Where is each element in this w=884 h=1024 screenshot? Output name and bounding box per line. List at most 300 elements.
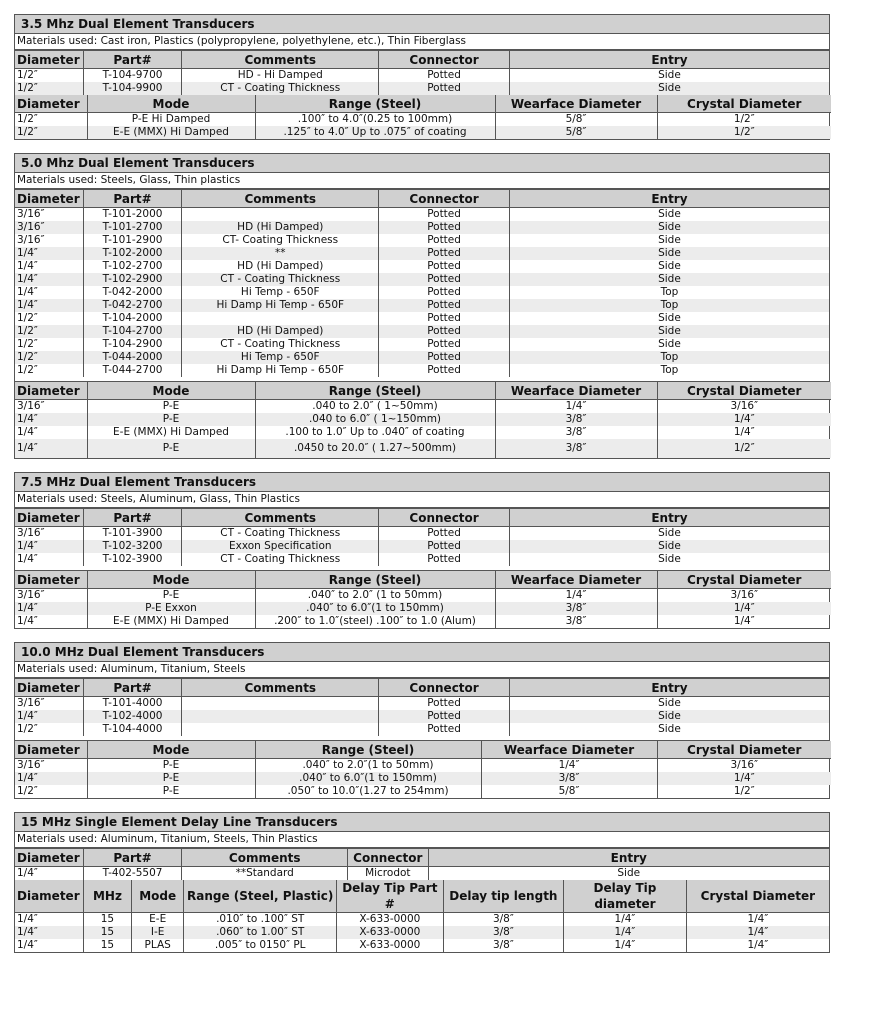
table-cell: ** bbox=[182, 247, 379, 260]
table-cell: Potted bbox=[379, 710, 510, 723]
table-cell: Side bbox=[509, 710, 829, 723]
table-row bbox=[15, 126, 831, 139]
column-header: Diameter bbox=[15, 571, 87, 589]
table-cell: .040 to 6.0″ ( 1~150mm) bbox=[255, 413, 495, 426]
table-cell: Microdot bbox=[348, 867, 428, 881]
table-cell: T-044-2000 bbox=[83, 351, 181, 364]
table-cell: Hi Temp - 650F bbox=[182, 286, 379, 299]
table-cell: Hi Temp - 650F bbox=[182, 351, 379, 364]
column-header: Connector bbox=[379, 679, 510, 697]
parts-header-row bbox=[15, 679, 829, 697]
table-cell: CT - Coating Thickness bbox=[182, 82, 379, 95]
column-header: Entry bbox=[428, 849, 829, 867]
table-row bbox=[15, 82, 829, 95]
column-header: Comments bbox=[182, 679, 379, 697]
parts-table bbox=[15, 848, 829, 880]
table-cell: .005″ to 0150″ PL bbox=[184, 939, 337, 952]
section-title: 5.0 Mhz Dual Element Transducers bbox=[15, 154, 829, 173]
column-header: Mode bbox=[132, 880, 184, 913]
parts-header-row bbox=[15, 190, 829, 208]
table-cell: 1/4″ bbox=[564, 939, 687, 952]
table-cell: Potted bbox=[379, 338, 510, 351]
table-cell: 15 bbox=[83, 939, 131, 952]
table-cell: 1/4″ bbox=[17, 615, 38, 627]
table-cell: Side bbox=[509, 338, 829, 351]
table-cell: 15 bbox=[83, 926, 131, 939]
table-cell: 3/16″ bbox=[17, 759, 45, 771]
column-header: Range (Steel) bbox=[255, 571, 495, 589]
table-cell: 1/4″ bbox=[15, 602, 87, 615]
column-header: Entry bbox=[509, 51, 829, 69]
table-cell: 1/4″ bbox=[564, 913, 687, 927]
table-cell: HD (Hi Damped) bbox=[182, 325, 379, 338]
table-cell: E-E bbox=[132, 913, 184, 927]
parts-header-row bbox=[15, 849, 829, 867]
table-cell: 1/4″ bbox=[17, 260, 38, 272]
column-header: Diameter bbox=[15, 849, 83, 867]
table-cell: 3/16″ bbox=[15, 221, 83, 234]
table-cell: Potted bbox=[379, 697, 510, 711]
table-cell: Potted bbox=[379, 260, 510, 273]
table-cell: Side bbox=[509, 553, 829, 566]
table-cell: 1/4″ bbox=[657, 772, 831, 785]
table-row bbox=[15, 325, 829, 338]
table-cell: X-633-0000 bbox=[337, 913, 444, 927]
table-cell: 1/2″ bbox=[17, 723, 38, 735]
table-cell: CT- Coating Thickness bbox=[182, 234, 379, 247]
column-header: Crystal Diameter bbox=[657, 571, 831, 589]
table-cell: T-102-2700 bbox=[83, 260, 181, 273]
table-cell: 3/8″ bbox=[443, 926, 564, 939]
table-row bbox=[15, 299, 829, 312]
table-cell: 1/4″ bbox=[657, 602, 831, 615]
column-header: Entry bbox=[509, 679, 829, 697]
table-cell: 1/2″ bbox=[17, 338, 38, 350]
table-cell: 1/4″ bbox=[15, 247, 83, 260]
table-cell: 5/8″ bbox=[495, 126, 657, 139]
table-cell: 1/2″ bbox=[17, 69, 38, 81]
table-cell: 1/4″ bbox=[495, 589, 657, 603]
table-cell: 3/8″ bbox=[495, 615, 657, 628]
column-header: Wearface Diameter bbox=[495, 95, 657, 113]
table-cell: 3/8″ bbox=[495, 602, 657, 615]
table-cell: Potted bbox=[379, 553, 510, 566]
table-cell: .040″ to 6.0″(1 to 150mm) bbox=[255, 602, 495, 615]
table-cell: I-E bbox=[132, 926, 184, 939]
table-cell: T-102-4000 bbox=[83, 710, 181, 723]
table-cell: E-E (MMX) Hi Damped bbox=[87, 426, 255, 439]
table-cell: 3/8″ bbox=[495, 426, 657, 439]
table-cell: 1/2″ bbox=[17, 113, 38, 125]
table-row bbox=[15, 400, 831, 414]
table-cell: T-402-5507 bbox=[83, 867, 181, 881]
table-cell: T-102-3900 bbox=[83, 553, 181, 566]
column-header: Delay Tip diameter bbox=[564, 880, 687, 913]
table-cell: 5/8″ bbox=[481, 785, 657, 798]
table-cell: T-101-4000 bbox=[83, 697, 181, 711]
table-cell: P-E bbox=[87, 439, 255, 458]
table-cell: 3/8″ bbox=[481, 772, 657, 785]
table-cell: P-E Hi Damped bbox=[87, 113, 255, 127]
table-row bbox=[15, 913, 829, 927]
table-cell: 3/8″ bbox=[443, 913, 564, 927]
table-cell: .040″ to 2.0″(1 to 50mm) bbox=[255, 759, 481, 773]
table-cell: 1/4″ bbox=[481, 759, 657, 773]
table-cell: T-104-2900 bbox=[83, 338, 181, 351]
parts-header-row bbox=[15, 51, 829, 69]
table-cell: 1/4″ bbox=[17, 913, 38, 925]
column-header: Diameter bbox=[15, 509, 83, 527]
table-row bbox=[15, 697, 829, 711]
table-cell: **Standard bbox=[182, 867, 348, 881]
table-cell: 1/4″ bbox=[564, 926, 687, 939]
parts-table bbox=[15, 508, 829, 566]
table-row bbox=[15, 273, 829, 286]
table-cell: Side bbox=[509, 221, 829, 234]
column-header: Comments bbox=[182, 51, 379, 69]
table-row bbox=[15, 439, 831, 458]
table-cell: 1/2″ bbox=[17, 364, 38, 376]
table-cell: T-102-2900 bbox=[83, 273, 181, 286]
column-header: Connector bbox=[379, 509, 510, 527]
table-row bbox=[15, 221, 829, 234]
table-cell: Hi Damp Hi Temp - 650F bbox=[182, 299, 379, 312]
column-header: Crystal Diameter bbox=[657, 95, 831, 113]
table-cell: Potted bbox=[379, 286, 510, 299]
materials-used: Materials used: Steels, Aluminum, Glass, Thin Plastics bbox=[15, 492, 829, 508]
table-cell: Side bbox=[509, 208, 829, 222]
table-cell: 1/4″ bbox=[17, 939, 38, 951]
table-cell: CT - Coating Thickness bbox=[182, 527, 379, 541]
table-cell: Side bbox=[509, 540, 829, 553]
table-cell: 3/16″ bbox=[17, 589, 45, 601]
specs-header-row bbox=[15, 95, 831, 113]
table-cell: T-101-2000 bbox=[83, 208, 181, 222]
column-header: Diameter bbox=[15, 190, 83, 208]
table-row bbox=[15, 785, 831, 798]
table-row bbox=[15, 926, 829, 939]
parts-header-row bbox=[15, 509, 829, 527]
table-cell: Potted bbox=[379, 208, 510, 222]
table-cell bbox=[182, 723, 379, 736]
column-header: Range (Steel, Plastic) bbox=[184, 880, 337, 913]
transducer-section bbox=[14, 153, 830, 459]
table-cell: .040 to 2.0″ ( 1~50mm) bbox=[255, 400, 495, 414]
table-cell: Exxon Specification bbox=[182, 540, 379, 553]
column-header: Range (Steel) bbox=[255, 741, 481, 759]
table-cell: .100″ to 4.0″(0.25 to 100mm) bbox=[255, 113, 495, 127]
table-cell: Potted bbox=[379, 540, 510, 553]
materials-used: Materials used: Aluminum, Titanium, Steels, Thin Plastics bbox=[15, 832, 829, 848]
table-cell: P-E bbox=[87, 400, 255, 414]
transducer-section bbox=[14, 14, 830, 140]
table-cell: .040″ to 2.0″ (1 to 50mm) bbox=[255, 589, 495, 603]
column-header: Part# bbox=[83, 509, 181, 527]
column-header: Comments bbox=[182, 190, 379, 208]
column-header: Diameter bbox=[15, 741, 87, 759]
table-cell: Potted bbox=[379, 364, 510, 377]
datasheet bbox=[14, 14, 830, 966]
specs-table bbox=[15, 571, 831, 628]
table-cell: .100 to 1.0″ Up to .040″ of coating bbox=[255, 426, 495, 439]
table-cell: 3/16″ bbox=[17, 234, 45, 246]
table-cell: .200″ to 1.0″(steel) .100″ to 1.0 (Alum) bbox=[255, 615, 495, 628]
table-cell: .125″ to 4.0″ Up to .075″ of coating bbox=[255, 126, 495, 139]
table-row bbox=[15, 286, 829, 299]
column-header: Delay Tip Part # bbox=[337, 880, 444, 913]
table-cell: Top bbox=[509, 351, 829, 364]
table-row bbox=[15, 759, 831, 773]
table-row bbox=[15, 208, 829, 222]
table-cell: Potted bbox=[379, 312, 510, 325]
table-cell: Side bbox=[428, 867, 829, 881]
table-cell: 1/2″ bbox=[15, 351, 83, 364]
table-cell: 3/16″ bbox=[17, 208, 45, 220]
table-row bbox=[15, 113, 831, 127]
column-header: Entry bbox=[509, 190, 829, 208]
column-header: Delay tip length bbox=[443, 880, 564, 913]
table-cell: 1/4″ bbox=[17, 286, 38, 298]
section-title: 7.5 MHz Dual Element Transducers bbox=[15, 473, 829, 492]
table-cell: T-104-9700 bbox=[83, 69, 181, 83]
table-row bbox=[15, 553, 829, 566]
table-cell: 1/2″ bbox=[15, 325, 83, 338]
transducer-section bbox=[14, 472, 830, 629]
table-cell: 1/4″ bbox=[15, 926, 83, 939]
table-cell: 1/4″ bbox=[686, 939, 829, 952]
table-cell: .040″ to 6.0″(1 to 150mm) bbox=[255, 772, 481, 785]
table-cell: HD - Hi Damped bbox=[182, 69, 379, 83]
table-cell: Side bbox=[509, 82, 829, 95]
table-row bbox=[15, 69, 829, 83]
table-cell: P-E bbox=[87, 413, 255, 426]
table-cell: 1/4″ bbox=[17, 867, 38, 879]
table-cell: Potted bbox=[379, 273, 510, 286]
column-header: Diameter bbox=[15, 679, 83, 697]
table-cell: Potted bbox=[379, 351, 510, 364]
table-cell: 3/8″ bbox=[443, 939, 564, 952]
table-cell: T-104-2000 bbox=[83, 312, 181, 325]
table-cell: Side bbox=[509, 234, 829, 247]
column-header: Mode bbox=[87, 741, 255, 759]
table-cell: 1/4″ bbox=[686, 913, 829, 927]
table-cell: 3/8″ bbox=[495, 439, 657, 458]
table-row bbox=[15, 338, 829, 351]
table-cell: PLAS bbox=[132, 939, 184, 952]
table-cell: Side bbox=[509, 697, 829, 711]
parts-table bbox=[15, 189, 829, 377]
table-cell: 3/16″ bbox=[657, 759, 831, 773]
table-cell: Hi Damp Hi Temp - 650F bbox=[182, 364, 379, 377]
table-cell: T-102-3200 bbox=[83, 540, 181, 553]
column-header: Diameter bbox=[15, 382, 87, 400]
column-header: Comments bbox=[182, 849, 348, 867]
column-header: Part# bbox=[83, 190, 181, 208]
section-title: 3.5 Mhz Dual Element Transducers bbox=[15, 15, 829, 34]
column-header: MHz bbox=[83, 880, 131, 913]
table-cell: 1/4″ bbox=[15, 299, 83, 312]
table-cell: CT - Coating Thickness bbox=[182, 553, 379, 566]
table-cell: 3/16″ bbox=[17, 400, 45, 412]
table-cell: 15 bbox=[83, 913, 131, 927]
table-cell: Top bbox=[509, 299, 829, 312]
specs-table bbox=[15, 741, 831, 798]
specs-header-row bbox=[15, 741, 831, 759]
table-row bbox=[15, 351, 829, 364]
table-cell: Top bbox=[509, 364, 829, 377]
table-cell: 1/2″ bbox=[657, 785, 831, 798]
table-cell: Side bbox=[509, 260, 829, 273]
section-title: 10.0 MHz Dual Element Transducers bbox=[15, 643, 829, 662]
specs-header-row bbox=[15, 382, 831, 400]
table-cell bbox=[182, 710, 379, 723]
table-cell: Side bbox=[509, 312, 829, 325]
specs-table bbox=[15, 880, 829, 952]
column-header: Crystal Diameter bbox=[657, 741, 831, 759]
table-cell: 1/2″ bbox=[15, 126, 87, 139]
table-cell: 3/16″ bbox=[657, 400, 831, 414]
table-cell: 3/16″ bbox=[657, 589, 831, 603]
column-header: Connector bbox=[379, 190, 510, 208]
table-cell: T-042-2000 bbox=[83, 286, 181, 299]
table-cell: Potted bbox=[379, 221, 510, 234]
table-cell: HD (Hi Damped) bbox=[182, 221, 379, 234]
table-row bbox=[15, 772, 831, 785]
table-cell: Potted bbox=[379, 234, 510, 247]
table-row bbox=[15, 312, 829, 325]
table-cell: T-042-2700 bbox=[83, 299, 181, 312]
table-cell: 1/4″ bbox=[686, 926, 829, 939]
table-cell: T-104-9900 bbox=[83, 82, 181, 95]
table-cell bbox=[182, 208, 379, 222]
column-header: Part# bbox=[83, 849, 181, 867]
table-cell: Side bbox=[509, 247, 829, 260]
column-header: Wearface Diameter bbox=[495, 382, 657, 400]
column-header: Mode bbox=[87, 95, 255, 113]
table-cell: Potted bbox=[379, 325, 510, 338]
table-cell: Potted bbox=[379, 82, 510, 95]
column-header: Comments bbox=[182, 509, 379, 527]
table-row bbox=[15, 527, 829, 541]
table-row bbox=[15, 247, 829, 260]
table-cell bbox=[182, 312, 379, 325]
table-cell: Side bbox=[509, 723, 829, 736]
table-cell: P-E bbox=[87, 589, 255, 603]
table-row bbox=[15, 413, 831, 426]
table-cell: .050″ to 10.0″(1.27 to 254mm) bbox=[255, 785, 481, 798]
table-cell: 1/2″ bbox=[17, 312, 38, 324]
table-cell: 1/2″ bbox=[15, 82, 83, 95]
table-cell: 5/8″ bbox=[495, 113, 657, 127]
specs-header-row bbox=[15, 880, 829, 913]
table-row bbox=[15, 615, 831, 628]
table-cell: 1/4″ bbox=[495, 400, 657, 414]
column-header: Diameter bbox=[15, 95, 87, 113]
table-cell: .010″ to .100″ ST bbox=[184, 913, 337, 927]
table-cell: Side bbox=[509, 325, 829, 338]
table-cell: 1/4″ bbox=[15, 413, 87, 426]
column-header: Range (Steel) bbox=[255, 95, 495, 113]
materials-used: Materials used: Aluminum, Titanium, Steels bbox=[15, 662, 829, 678]
table-cell: 1/4″ bbox=[15, 540, 83, 553]
column-header: Entry bbox=[509, 509, 829, 527]
table-cell: Side bbox=[509, 527, 829, 541]
column-header: Mode bbox=[87, 571, 255, 589]
column-header: Part# bbox=[83, 51, 181, 69]
table-cell: P-E Exxon bbox=[87, 602, 255, 615]
table-cell: .0450 to 20.0″ ( 1.27~500mm) bbox=[255, 439, 495, 458]
column-header: Diameter bbox=[15, 880, 83, 913]
column-header: Mode bbox=[87, 382, 255, 400]
transducer-section bbox=[14, 812, 830, 953]
table-cell: Side bbox=[509, 273, 829, 286]
table-cell: 3/8″ bbox=[495, 413, 657, 426]
table-cell: P-E bbox=[87, 772, 255, 785]
table-cell: X-633-0000 bbox=[337, 939, 444, 952]
table-cell: T-104-2700 bbox=[83, 325, 181, 338]
table-cell: Potted bbox=[379, 723, 510, 736]
table-cell: E-E (MMX) Hi Damped bbox=[87, 126, 255, 139]
table-cell: T-101-2700 bbox=[83, 221, 181, 234]
table-cell bbox=[182, 697, 379, 711]
table-cell: 1/4″ bbox=[17, 553, 38, 565]
column-header: Range (Steel) bbox=[255, 382, 495, 400]
table-cell: .060″ to 1.00″ ST bbox=[184, 926, 337, 939]
table-cell: 1/4″ bbox=[15, 273, 83, 286]
materials-used: Materials used: Steels, Glass, Thin plastics bbox=[15, 173, 829, 189]
transducer-section bbox=[14, 642, 830, 799]
table-row bbox=[15, 602, 831, 615]
column-header: Part# bbox=[83, 679, 181, 697]
table-cell: T-101-2900 bbox=[83, 234, 181, 247]
table-cell: Side bbox=[509, 69, 829, 83]
table-row bbox=[15, 234, 829, 247]
table-cell: 3/16″ bbox=[17, 527, 45, 539]
table-cell: T-104-4000 bbox=[83, 723, 181, 736]
table-cell: 1/4″ bbox=[15, 772, 87, 785]
table-cell: T-044-2700 bbox=[83, 364, 181, 377]
table-row bbox=[15, 426, 831, 439]
table-row bbox=[15, 710, 829, 723]
table-cell: HD (Hi Damped) bbox=[182, 260, 379, 273]
table-cell: 1/4″ bbox=[17, 426, 38, 438]
table-cell: Potted bbox=[379, 69, 510, 83]
column-header: Crystal Diameter bbox=[686, 880, 829, 913]
table-cell: 1/4″ bbox=[15, 710, 83, 723]
specs-table bbox=[15, 382, 831, 458]
table-cell: 1/4″ bbox=[657, 413, 831, 426]
table-cell: 1/2″ bbox=[17, 785, 38, 797]
column-header: Diameter bbox=[15, 51, 83, 69]
table-row bbox=[15, 723, 829, 736]
table-cell: 1/2″ bbox=[657, 126, 831, 139]
specs-table bbox=[15, 95, 831, 139]
table-cell: Top bbox=[509, 286, 829, 299]
table-cell: Potted bbox=[379, 299, 510, 312]
parts-table bbox=[15, 678, 829, 736]
column-header: Wearface Diameter bbox=[495, 571, 657, 589]
table-cell: CT - Coating Thickness bbox=[182, 273, 379, 286]
column-header: Crystal Diameter bbox=[657, 382, 831, 400]
section-title: 15 MHz Single Element Delay Line Transducers bbox=[15, 813, 829, 832]
materials-used: Materials used: Cast iron, Plastics (polypropylene, polyethylene, etc.), Thin Fiberglass bbox=[15, 34, 829, 50]
table-cell: P-E bbox=[87, 759, 255, 773]
column-header: Connector bbox=[348, 849, 428, 867]
table-cell: T-102-2000 bbox=[83, 247, 181, 260]
table-cell: P-E bbox=[87, 785, 255, 798]
table-cell: 1/4″ bbox=[657, 426, 831, 439]
table-cell: Potted bbox=[379, 527, 510, 541]
